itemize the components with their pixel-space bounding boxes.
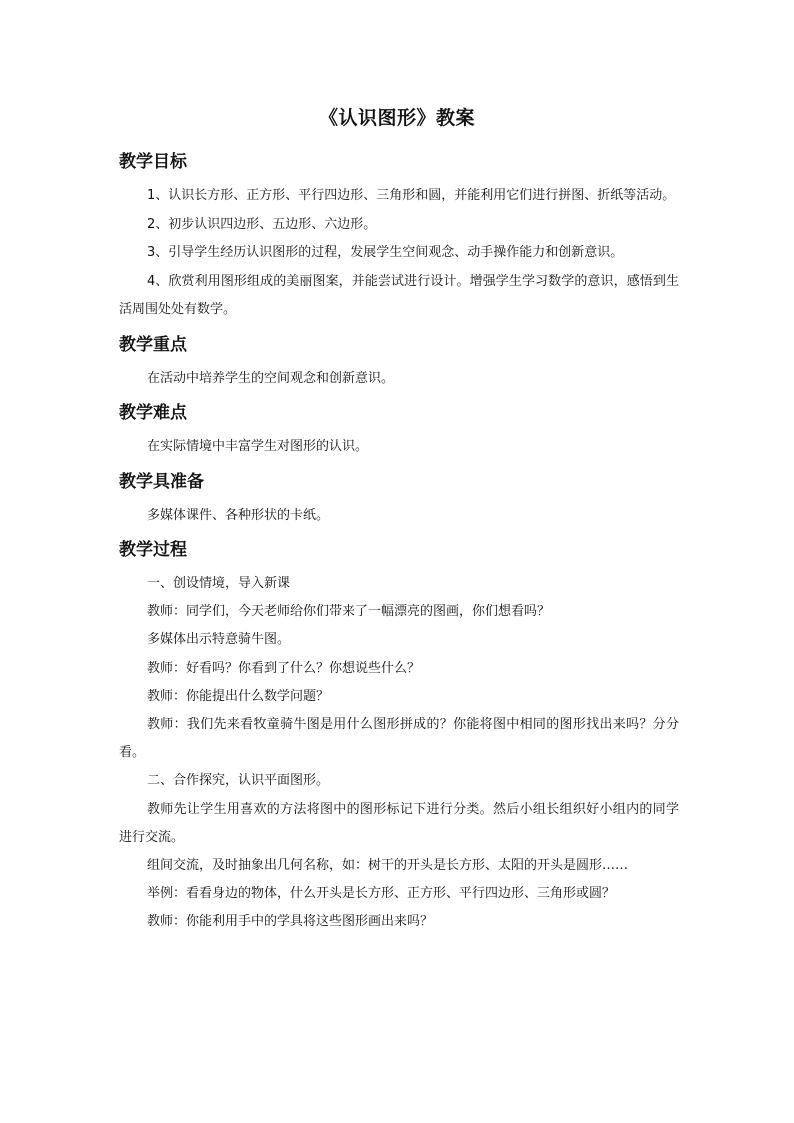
section-teaching-process <box>119 538 679 937</box>
paragraph: 在活动中培养学生的空间观念和创新意识。 <box>147 370 395 386</box>
paragraph: 教师：你能利用手中的学具将这些图形画出来吗？ <box>147 914 434 930</box>
paragraph: 3、引导学生经历认识图形的过程，发展学生空间观念、动手操作能力和创新意识。 <box>147 245 624 260</box>
paragraph: 4、欣赏利用图形组成的美丽图案，并能尝试进行设计。增强学生学习数学的意识，感悟到生活周围处处有数学。 <box>119 273 679 317</box>
paragraph: 二、合作探究，认识平面图形。 <box>147 773 330 789</box>
paragraph: 教师：好看吗？你看到了什么？你想说些什么？ <box>147 660 421 676</box>
paragraph: 教师先让学生用喜欢的方法将图中的图形标记下进行分类。然后小组长组织好小组内的同学进行交流。 <box>119 801 679 845</box>
section-teaching-goals <box>119 150 679 325</box>
paragraph: 组间交流，及时抽象出几何名称，如：树干的开头是长方形、太阳的开头是圆形…… <box>147 858 629 874</box>
section-difficulties <box>119 401 679 462</box>
section-heading: 教学难点 <box>119 403 187 423</box>
section-key-points <box>119 333 679 394</box>
paragraph: 多媒体出示特意骑牛图。 <box>147 632 291 648</box>
section-heading: 教学具准备 <box>119 471 204 492</box>
paragraph: 教师：你能提出什么数学问题？ <box>147 688 330 704</box>
section-materials <box>119 470 679 531</box>
document-body <box>119 144 679 945</box>
paragraph: 1、认识长方形、正方形、平行四边形、三角形和圆，并能利用它们进行拼图、折纸等活动。 <box>147 188 676 203</box>
paragraph: 多媒体课件、各种形状的卡纸。 <box>147 507 330 523</box>
paragraph: 举例：看看身边的物体，什么开头是长方形、正方形、平行四边形、三角形或圆？ <box>147 886 616 902</box>
section-heading: 教学过程 <box>119 540 187 560</box>
paragraph: 一、创设情境，导入新课 <box>147 576 291 591</box>
paragraph: 2、初步认识四边形、五边形、六边形。 <box>147 216 377 232</box>
paragraph: 在实际情境中丰富学生对图形的认识。 <box>147 439 369 454</box>
section-heading: 教学重点 <box>119 334 187 355</box>
paragraph: 教师：同学们，今天老师给你们带来了一幅漂亮的图画，你们想看吗？ <box>147 604 551 620</box>
document-title: 《认识图形》教案 <box>318 107 475 129</box>
paragraph: 教师：我们先来看牧童骑牛图是用什么图形拼成的？你能将图中相同的图形找出来吗？分分看。 <box>119 717 679 761</box>
section-heading: 教学目标 <box>119 152 187 172</box>
